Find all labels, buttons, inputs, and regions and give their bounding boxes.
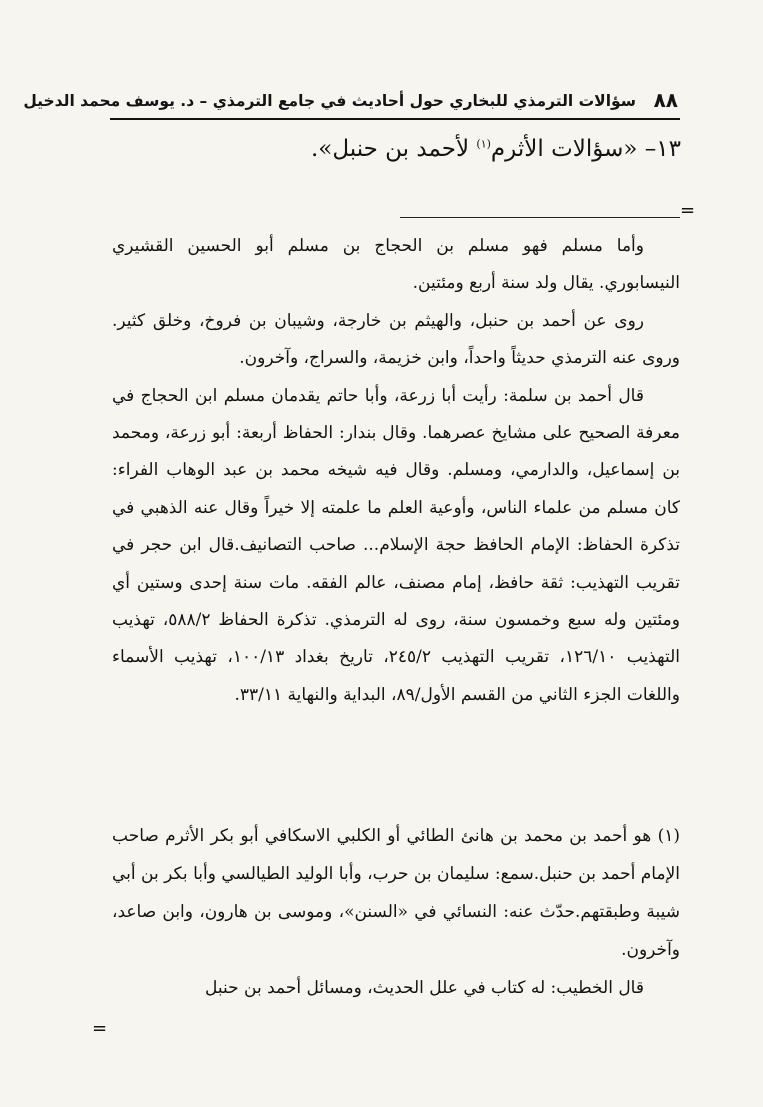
page-number: ٨٨ bbox=[653, 88, 678, 112]
section-title-after-ref: لأحمد بن حنبل». bbox=[310, 136, 477, 162]
running-header bbox=[23, 88, 680, 120]
header-title: سؤالات الترمذي للبخاري حول أحاديث في جامع الترمذي – د. يوسف محمد الدخيل bbox=[23, 92, 636, 110]
main-text bbox=[112, 228, 680, 714]
paragraph: وأما مسلم فهو مسلم بن الحجاج بن مسلم أبو الحسين القشيري النيسابوري. يقال ولد سنة أربع ومئتين. bbox=[112, 236, 680, 294]
footnote-continuation: قال الخطيب: له كتاب في علل الحديث، ومسائل أحمد بن حنبل bbox=[205, 978, 644, 998]
footnote: (١) هو أحمد بن محمد بن هانئ الطائي أو الكلبي الاسكافي أبو بكر الأثرم صاحب الإمام أحمد بن حنبل.سمع: سليمان بن حرب، وأبا الوليد الطيالسي وأبا بكر بن أبي شيبة وطبقتهم.حدّث عنه: النسائي في «السنن»، وموسى بن هارون، وابن صاعد، وآخرون. bbox=[112, 826, 680, 960]
heading-rule bbox=[400, 217, 680, 218]
margin-mark: = bbox=[680, 200, 696, 221]
paragraph: قال أحمد بن سلمة: رأيت أبا زرعة، وأبا حاتم يقدمان مسلم ابن الحجاج في معرفة الصحيح على مشايخ عصرهما. وقال بندار: الحفاظ أربعة: أبو زرعة، ومحمد بن إسماعيل، والدارمي، ومسلم. وقال فيه شيخه محمد بن عبد الوهاب الفراء: كان مسلم من علماء الناس، وأوعية العلم ما علمته إلا خيراً وقال عنه الذهبي في تذكرة الحفاظ: الإمام الحافظ حجة الإسلام... صاحب التصانيف.قال ابن حجر في تقريب التهذيب: ثقة حافظ، إمام مصنف، عالم الفقه. مات سنة إحدى وستين أي ومئتين وله سبع وخمسون سنة، روى له الترمذي. تذكرة الحفاظ ٥٨٨/٢، تهذيب التهذيب ١٢٦/١٠، تقريب التهذيب ٢٤٥/٢، تاريخ بغداد ١٠٠/١٣، تهذيب الأسماء واللغات الجزء الثاني من القسم الأول/٨٩، البداية والنهاية ٣٣/١١. bbox=[112, 385, 680, 705]
footnote-reference: (١) bbox=[476, 137, 491, 151]
section-heading bbox=[311, 136, 681, 162]
paragraph: روى عن أحمد بن حنبل، والهيثم بن خارجة، وشيبان بن فروخ، وخلق كثير. وروى عنه الترمذي حديثاً واحداً، وابن خزيمة، والسراج، وآخرون. bbox=[112, 310, 680, 369]
margin-mark: = bbox=[92, 1018, 108, 1039]
section-title-before-ref: «سؤالات الأثرم bbox=[490, 136, 638, 162]
section-number: ١٣– bbox=[644, 136, 681, 162]
footnotes bbox=[112, 817, 680, 1007]
